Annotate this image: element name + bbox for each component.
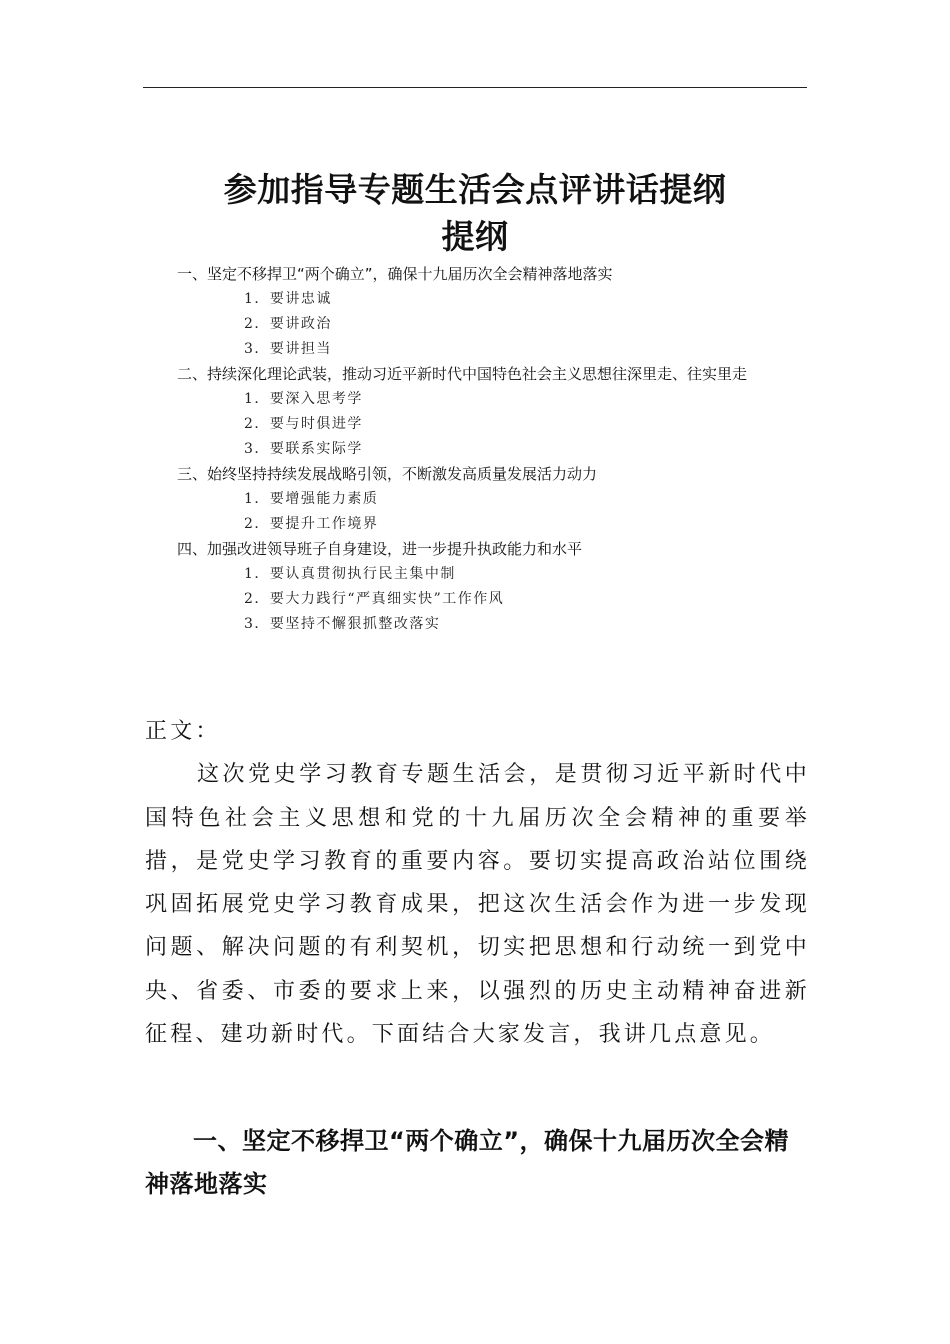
outline-item: 3．要坚持不懈狠抓整改落实 bbox=[244, 616, 441, 632]
outline-item: 1．要认真贯彻执行民主集中制 bbox=[244, 566, 456, 582]
document-title: 参加指导专题生活会点评讲话提纲 bbox=[223, 170, 727, 209]
outline-item: 1．要增强能力素质 bbox=[244, 491, 379, 507]
outline-item: 1．要讲忠诚 bbox=[244, 291, 332, 307]
outline-heading-2: 二、持续深化理论武装，推动习近平新时代中国特色社会主义思想往深里走、往实里走 bbox=[177, 365, 748, 383]
header-rule bbox=[143, 87, 807, 88]
document-subtitle: 提纲 bbox=[441, 217, 509, 256]
outline-heading-4: 四、加强改进领导班子自身建设，进一步提升执政能力和水平 bbox=[177, 540, 583, 558]
outline-item: 2．要讲政治 bbox=[244, 316, 332, 332]
outline-item: 3．要讲担当 bbox=[244, 341, 332, 357]
outline bbox=[177, 262, 807, 637]
outline-item: 3．要联系实际学 bbox=[244, 441, 363, 457]
outline-item: 2．要与时俱进学 bbox=[244, 416, 363, 432]
body-paragraph: 这次党史学习教育专题生活会，是贯彻习近平新时代中国特色社会主义思想和党的十九届历次全会精神的重要举措，是党史学习教育的重要内容。要切实提高政治站位围绕巩固拓展党史学习教育成果，把这次生活会作为进一步发现问题、解决问题的有利契机，切实把思想和行动统一到党中央、省委、市委的要求上来，以强烈的历史主动精神奋进新征程、建功新时代。下面结合大家发言，我讲几点意见。 bbox=[145, 762, 810, 1048]
outline-heading-1: 一、坚定不移捍卫“两个确立”，确保十九届历次全会精神落地落实 bbox=[177, 265, 613, 283]
section-heading: 一、坚定不移捍卫“两个确立”，确保十九届历次全会精神落地落实 bbox=[145, 1127, 790, 1198]
outline-item: 2．要提升工作境界 bbox=[244, 516, 379, 532]
outline-item: 2．要大力践行“严真细实快”工作作风 bbox=[244, 591, 505, 607]
body-text bbox=[145, 710, 810, 1056]
outline-item: 1．要深入思考学 bbox=[244, 391, 363, 407]
body-label: 正文： bbox=[145, 719, 221, 744]
outline-heading-3: 三、始终坚持持续发展战略引领，不断激发高质量发展活力动力 bbox=[177, 465, 598, 483]
